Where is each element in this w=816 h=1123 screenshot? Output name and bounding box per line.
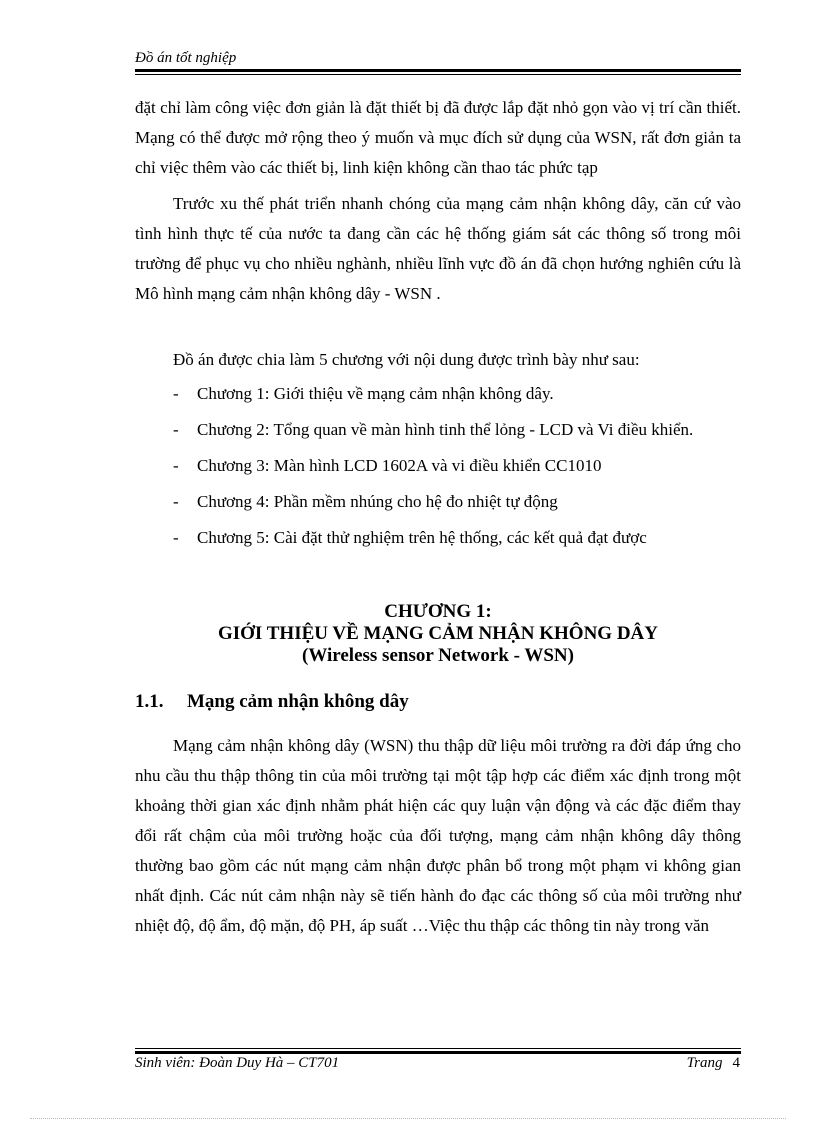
chapter-list [135,379,741,553]
list-item [135,487,741,517]
list-item [135,379,741,409]
list-item-text: Chương 3: Màn hình LCD 1602A và vi điều khiển CC1010 [197,456,602,475]
section-heading [135,687,741,717]
section-paragraph: Mạng cảm nhận không dây (WSN) thu thập dữ liệu môi trường ra đời đáp ứng cho nhu cầu thu thập thông tin của môi trường tại một tập hợp các điểm xác định trong một khoảng thời gian xác định nhằm phát hiện các quy luận vận động và các đặc điểm thay đổi rất chậm của môi trường hoặc của đối tượng, mạng cảm nhận không dây thông thường bao gồm các nút mạng cảm nhận được phân bổ trong một phạm vi không gian nhất định. Các nút cảm nhận này sẽ tiến hành đo đạc các thông số của môi trường như nhiệt độ, độ ẩm, độ mặn, độ PH, áp suất …Việc thu thập các thông tin này trong văn [135,736,741,935]
list-item-text: Chương 4: Phần mềm nhúng cho hệ đo nhiệt tự động [197,492,558,511]
footer-student: Sinh viên: Đoàn Duy Hà – CT701 [135,1055,340,1071]
list-dash: - [173,420,179,439]
list-item-text: Chương 2: Tổng quan về màn hình tinh thể lỏng - LCD và Vi điều khiển. [197,420,694,439]
list-item-text: Chương 1: Giới thiệu về mạng cảm nhận không dây. [197,384,554,403]
page-edge [30,1118,786,1119]
header-rule-thin [135,74,741,75]
section-number: 1.1. [135,691,164,712]
chapter-number: CHƯƠNG 1: [384,601,492,622]
page-body [135,93,741,947]
section-title: Mạng cảm nhận không dây [187,691,409,712]
list-item [135,415,741,445]
header-title: Đồ án tốt nghiệp [135,50,237,66]
spacer [135,315,741,345]
footer-page [687,1055,740,1072]
list-dash: - [173,384,179,403]
footer-rule-thick [135,1051,741,1054]
paragraph-2: Trước xu thế phát triển nhanh chóng của mạng cảm nhận không dây, căn cứ vào tình hình thực tế của nước ta đang cần các hệ thống giám sát các thông số trong môi trường để phục vụ cho nhiều nghành, nhiều lĩnh vực đồ án đã chọn hướng nghiên cứu là Mô hình mạng cảm nhận không dây - WSN . [135,194,741,303]
list-dash: - [173,456,179,475]
page-number: 4 [732,1055,740,1071]
chapter-intro: Đồ án được chia làm 5 chương với nội dung được trình bày như sau: [173,350,640,369]
list-item [135,523,741,553]
header-rule-thick [135,69,741,72]
footer-rule-thin [135,1048,741,1049]
page-label: Trang [686,1055,723,1071]
paragraph-1: đặt chỉ làm công việc đơn giản là đặt thiết bị đã được lắp đặt nhỏ gọn vào vị trí cần thiết. Mạng có thể được mở rộng theo ý muốn và mục đích sử dụng của WSN, rất đơn giản ta chỉ việc thêm vào các thiết bị, linh kiện không cần thao tác phức tạp [135,98,741,177]
list-item-text: Chương 5: Cài đặt thử nghiệm trên hệ thống, các kết quả đạt được [197,528,647,547]
list-dash: - [173,528,179,547]
chapter-subtitle: (Wireless sensor Network - WSN) [302,645,574,666]
list-dash: - [173,492,179,511]
chapter-heading [135,601,741,667]
list-item [135,451,741,481]
chapter-title: GIỚI THIỆU VỀ MẠNG CẢM NHẬN KHÔNG DÂY [217,623,658,644]
